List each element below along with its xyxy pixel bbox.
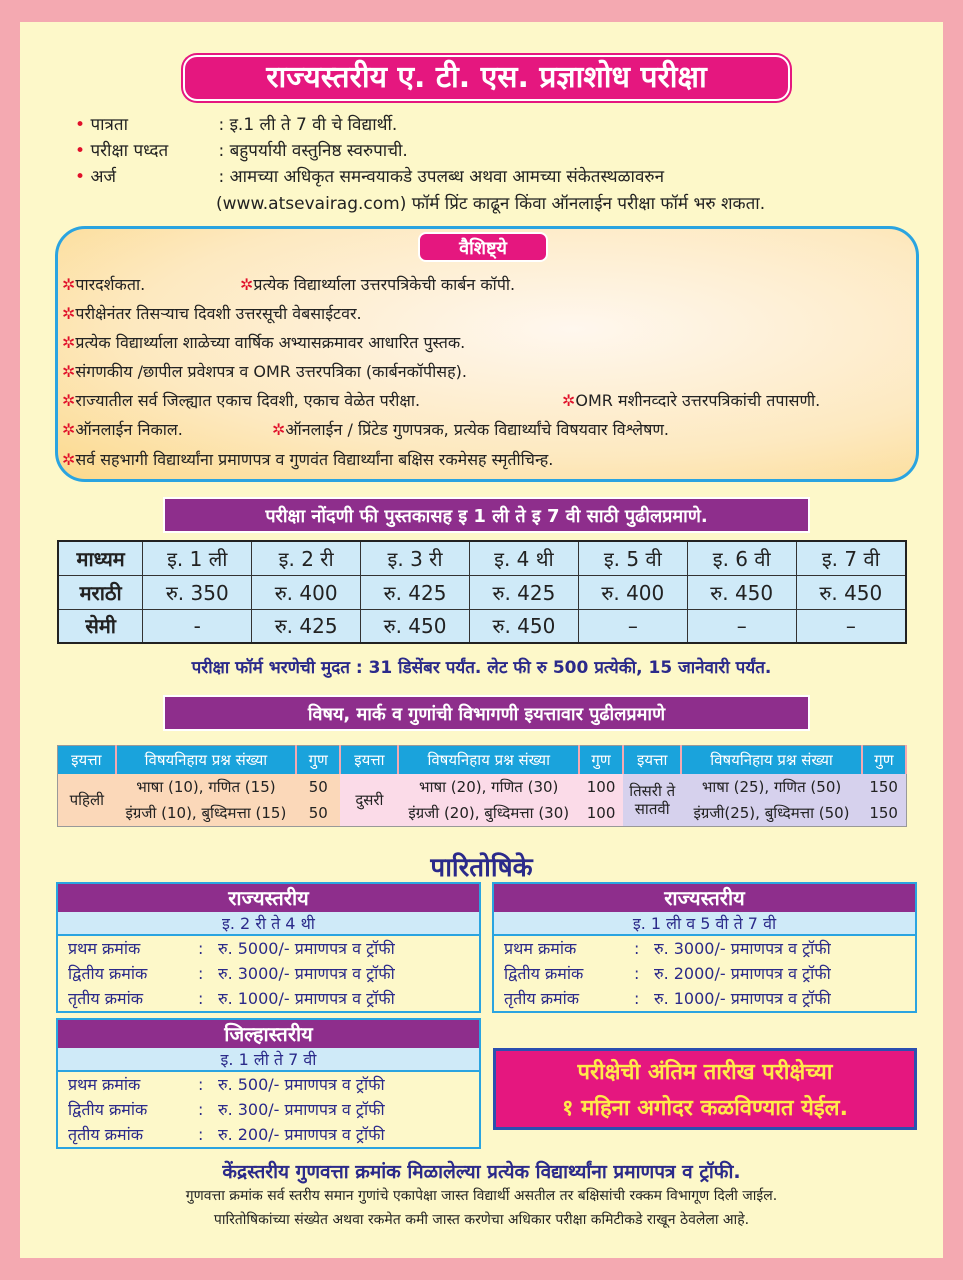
fee-cell: इ. 5 वी (578, 541, 687, 575)
fee-cell: रु. 425 (361, 575, 470, 609)
subject-header: गुण (579, 746, 623, 774)
questions-cell: इंग्रजी (20), बुध्दिमत्ता (30) (398, 800, 579, 827)
info-application: • अर्ज : आमच्या अधिकृत समन्वयाकडे उपलब्ध अथवा आमच्या संकेतस्थळावरुन (75, 167, 665, 187)
fee-cell: रु. 450 (687, 575, 796, 609)
marks-cell: 150 (862, 774, 906, 800)
prize-amount: रु. 3000/- प्रमाणपत्र व ट्रॉफी (654, 939, 831, 958)
prize-row: द्वितीय क्रमांक : रु. 300/- प्रमाणपत्र व ट्रॉफी (58, 1097, 479, 1122)
questions-cell: भाषा (10), गणित (15) (116, 774, 297, 800)
marks-cell: 50 (296, 800, 340, 827)
fee-cell: रु. 450 (796, 575, 906, 609)
marks-cell: 100 (579, 800, 623, 827)
feature-item: ✲परीक्षेनंतर तिसऱ्याच दिवशी उत्तरसूची वेबसाईटवर. (62, 304, 362, 323)
grade-cell: दुसरी (340, 774, 398, 827)
prize-rank: तृतीय क्रमांक (504, 989, 580, 1008)
feature-item: ✲ऑनलाईन निकाल. (62, 420, 183, 439)
prize-row: तृतीय क्रमांक : रु. 200/- प्रमाणपत्र व ट्रॉफी (58, 1122, 479, 1147)
footer-note: गुणवत्ता क्रमांक सर्व स्तरीय समान गुणांचे एकापेक्षा जास्त विद्यार्थी असतील तर बक्षिसांची रक्कम विभागूण दिली जाईल. (185, 1188, 778, 1204)
prize-row: प्रथम क्रमांक : रु. 3000/- प्रमाणपत्र व ट्रॉफी (494, 936, 915, 961)
fee-cell: इ. 4 थी (469, 541, 578, 575)
prize-box-state-1-5-7 (492, 882, 917, 1013)
subject-row (58, 800, 907, 827)
prize-amount: रु. 3000/- प्रमाणपत्र व ट्रॉफी (218, 964, 395, 983)
info-eligibility: • पात्रता : इ.1 ली ते 7 वी चे विद्यार्थी. (75, 115, 398, 135)
prize-amount: रु. 1000/- प्रमाणपत्र व ट्रॉफी (654, 989, 831, 1008)
fee-cell: इ. 3 री (361, 541, 470, 575)
features-title: वैशिष्ट्ये (418, 232, 548, 262)
prize-amount: रु. 2000/- प्रमाणपत्र व ट्रॉफी (654, 964, 831, 983)
subject-header: विषयनिहाय प्रश्न संख्या (681, 746, 862, 774)
prize-box-title: राज्यस्तरीय (58, 884, 479, 912)
grade-cell: तिसरी ते सातवी (623, 774, 681, 827)
prize-amount: रु. 1000/- प्रमाणपत्र व ट्रॉफी (218, 989, 395, 1008)
prize-row: तृतीय क्रमांक : रु. 1000/- प्रमाणपत्र व ट्रॉफी (58, 986, 479, 1011)
fee-cell: मराठी (58, 575, 143, 609)
prize-rank: द्वितीय क्रमांक (504, 964, 584, 983)
subject-header: विषयनिहाय प्रश्न संख्या (116, 746, 297, 774)
exam-date-notice: परीक्षेची अंतिम तारीख परीक्षेच्या १ महिना अगोदर कळविण्यात येईल. (493, 1048, 917, 1130)
feature-item: ✲सर्व सहभागी विद्यार्थ्यांना प्रमाणपत्र व गुणवंत विद्यार्थ्यांना बक्षिस रकमेसह स्मृतीचिन्ह. (62, 450, 554, 469)
fee-row (58, 575, 906, 609)
prize-rank: प्रथम क्रमांक (504, 939, 577, 958)
marks-cell: 100 (579, 774, 623, 800)
fee-heading: परीक्षा नोंदणी फी पुस्तकासह इ 1 ली ते इ 7 वी साठी पुढीलप्रमाणे. (163, 497, 810, 533)
footer-headline: केंद्रस्तरीय गुणवत्ता क्रमांक मिळालेल्या प्रत्येक विद्यार्थ्यांना प्रमाणपत्र व ट्रॉफी. (222, 1161, 741, 1183)
prize-rank: तृतीय क्रमांक (68, 1125, 144, 1144)
fee-cell: रु. 400 (578, 575, 687, 609)
fee-row (58, 541, 906, 575)
subject-header: गुण (862, 746, 906, 774)
fee-cell: सेमी (58, 609, 143, 643)
fee-cell: रु. 450 (361, 609, 470, 643)
info-application-cont: (www.atsevairag.com) फॉर्म प्रिंट काढून किंवा ऑनलाईन परीक्षा फॉर्म भरु शकता. (216, 194, 766, 214)
fee-cell: – (578, 609, 687, 643)
fee-cell: इ. 7 वी (796, 541, 906, 575)
subject-header: गुण (296, 746, 340, 774)
questions-cell: भाषा (25), गणित (50) (681, 774, 862, 800)
prize-rank: प्रथम क्रमांक (68, 939, 141, 958)
prize-amount: रु. 500/- प्रमाणपत्र व ट्रॉफी (218, 1075, 385, 1094)
feature-item: ✲प्रत्येक विद्यार्थ्याला शाळेच्या वार्षिक अभ्यासक्रमावर आधारित पुस्तक. (62, 333, 466, 352)
subject-header: इयत्ता (340, 746, 398, 774)
prize-row: तृतीय क्रमांक : रु. 1000/- प्रमाणपत्र व ट्रॉफी (494, 986, 915, 1011)
feature-item: ✲OMR मशीनव्दारे उत्तरपत्रिकांची तपासणी. (562, 391, 821, 410)
fee-row (58, 609, 906, 643)
info-exam-method: • परीक्षा पध्दत : बहुपर्यायी वस्तुनिष्ठ स्वरुपाची. (75, 141, 408, 161)
fee-cell: रु. 350 (143, 575, 252, 609)
prize-amount: रु. 5000/- प्रमाणपत्र व ट्रॉफी (218, 939, 395, 958)
fee-cell: रु. 425 (469, 575, 578, 609)
prize-rank: तृतीय क्रमांक (68, 989, 144, 1008)
prize-box-title: जिल्हास्तरीय (58, 1020, 479, 1048)
fee-cell: इ. 2 री (252, 541, 361, 575)
prize-amount: रु. 200/- प्रमाणपत्र व ट्रॉफी (218, 1125, 385, 1144)
prize-box-grades: इ. 1 ली ते 7 वी (58, 1048, 479, 1072)
prize-rank: प्रथम क्रमांक (68, 1075, 141, 1094)
footer-note: पारितोषिकांच्या संख्येत अथवा रकमेत कमी जास्त करणेचा अधिकार परीक्षा कमिटीकडे राखून ठेवलेला आहे. (213, 1212, 750, 1228)
prize-row: द्वितीय क्रमांक : रु. 2000/- प्रमाणपत्र व ट्रॉफी (494, 961, 915, 986)
prize-row: प्रथम क्रमांक : रु. 500/- प्रमाणपत्र व ट्रॉफी (58, 1072, 479, 1097)
fee-cell: इ. 6 वी (687, 541, 796, 575)
fee-cell: रु. 400 (252, 575, 361, 609)
subject-heading: विषय, मार्क व गुणांची विभागणी इयत्तावार पुढीलप्रमाणे (163, 695, 810, 731)
feature-item: ✲राज्यातील सर्व जिल्ह्यात एकाच दिवशी, एकाच वेळेत परीक्षा. (62, 391, 421, 410)
prizes-heading: पारितोषिके (430, 853, 533, 883)
feature-item: ✲ऑनलाईन / प्रिंटेड गुणपत्रक, प्रत्येक विद्यार्थ्यांचे विषयवार विश्लेषण. (272, 420, 669, 439)
grade-cell: पहिली (58, 774, 116, 827)
prize-amount: रु. 300/- प्रमाणपत्र व ट्रॉफी (218, 1100, 385, 1119)
feature-item: ✲पारदर्शकता. (62, 275, 146, 294)
fee-cell: रु. 425 (252, 609, 361, 643)
fee-cell: – (796, 609, 906, 643)
prize-box-state-2-4 (56, 882, 481, 1013)
subject-table (57, 745, 907, 827)
fee-cell: – (687, 609, 796, 643)
subject-header: इयत्ता (623, 746, 681, 774)
prize-row: द्वितीय क्रमांक : रु. 3000/- प्रमाणपत्र व ट्रॉफी (58, 961, 479, 986)
fee-cell: माध्यम (58, 541, 143, 575)
questions-cell: भाषा (20), गणित (30) (398, 774, 579, 800)
subject-header: विषयनिहाय प्रश्न संख्या (398, 746, 579, 774)
prize-rank: द्वितीय क्रमांक (68, 1100, 148, 1119)
marks-cell: 150 (862, 800, 906, 827)
prize-box-grades: इ. 2 री ते 4 थी (58, 912, 479, 936)
prize-box-grades: इ. 1 ली व 5 वी ते 7 वी (494, 912, 915, 936)
fee-cell: - (143, 609, 252, 643)
prize-box-title: राज्यस्तरीय (494, 884, 915, 912)
prize-row: प्रथम क्रमांक : रु. 5000/- प्रमाणपत्र व ट्रॉफी (58, 936, 479, 961)
fee-cell: रु. 450 (469, 609, 578, 643)
fee-table (57, 540, 907, 644)
features-box (55, 226, 919, 482)
fee-cell: इ. 1 ली (143, 541, 252, 575)
page-title: राज्यस्तरीय ए. टी. एस. प्रज्ञाशोध परीक्षा (183, 55, 790, 101)
deadline-text: परीक्षा फॉर्म भरणेची मुदत : 31 डिसेंबर पर्यंत. लेट फी रु 500 प्रत्येकी, 15 जानेवारी पर्यंत. (191, 658, 772, 678)
subject-header: इयत्ता (58, 746, 116, 774)
feature-item: ✲प्रत्येक विद्यार्थ्याला उत्तरपत्रिकेची कार्बन कॉपी. (240, 275, 516, 294)
feature-item: ✲संगणकीय /छापील प्रवेशपत्र व OMR उत्तरपत्रिका (कार्बनकॉपीसह). (62, 362, 467, 381)
prize-rank: द्वितीय क्रमांक (68, 964, 148, 983)
prize-box-district (56, 1018, 481, 1149)
questions-cell: इंग्रजी(25), बुध्दिमत्ता (50) (681, 800, 862, 827)
subject-row (58, 774, 907, 800)
marks-cell: 50 (296, 774, 340, 800)
questions-cell: इंग्रजी (10), बुध्दिमत्ता (15) (116, 800, 297, 827)
